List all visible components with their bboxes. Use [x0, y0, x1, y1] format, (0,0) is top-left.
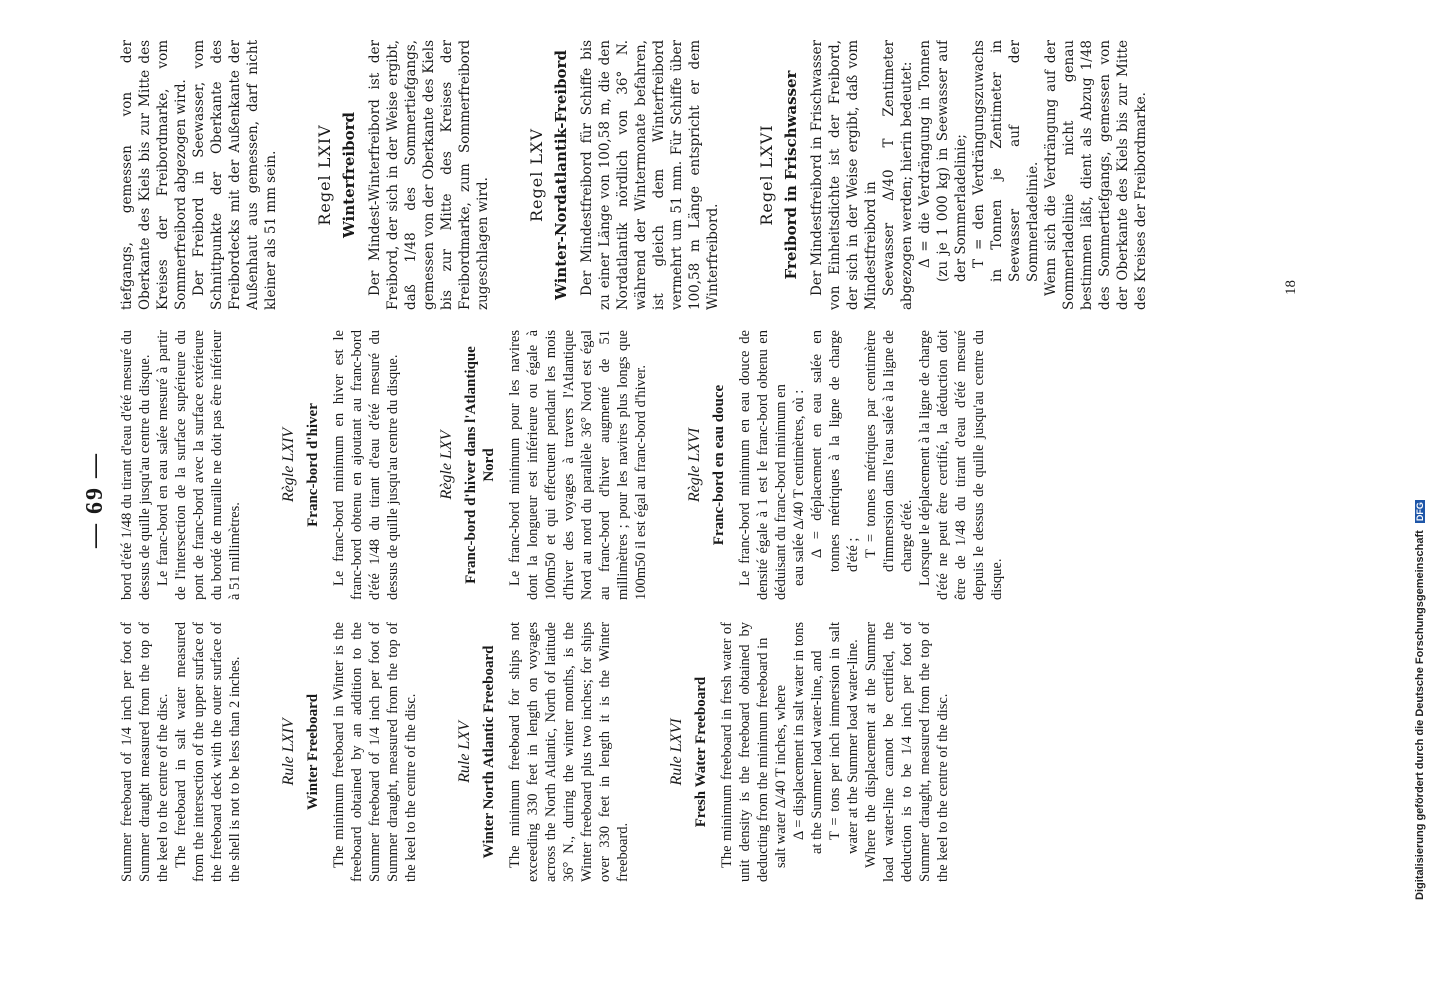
definition: T = tons per inch immersion in salt water at the Summer load water-line.: [827, 622, 861, 854]
rule-title: Règle LXIV: [280, 427, 297, 503]
paragraph: Where the displacement at the Summer load water-line cannot be certified, the deduction is to be 1/4 inch per foot of Summer draught, measured from the top of the keel to the centre of the disc.: [863, 622, 951, 882]
paragraph: The minimum freeboard in fresh water of unit density is the freeboard obtained by deducting from the minimum freeboard in: [719, 622, 771, 882]
footer-page-number: 18: [1283, 280, 1299, 295]
rule-title: Rule LXV: [456, 721, 473, 783]
rule-title: Regel LXV: [527, 128, 546, 222]
rule-heading: Winterfreibord: [340, 111, 358, 239]
paragraph: Der Mindest-Winterfreibord ist der Freibord, der sich in der Weise ergibt, daß 1/48 des Sommertiefgangs, gemessen von der Oberkante des Kiels bis zur Mitte des Kreises der Freibordmarke, zum Sommerfreibord zugeschlagen wird.: [367, 40, 491, 310]
paragraph: Wenn sich die Verdrängung auf der Sommerladelinie nicht genau bestimmen läßt, dient als Abzug 1/48 des Sommertiefgangs, gemessen von der Oberkante des Kiels bis zur Mitte des Kreises der Freibordmarke.: [1043, 40, 1149, 310]
formula-line: Seewasser Δ/40 T Zentimeter abgezogen werden; hierin bedeutet:: [881, 40, 915, 310]
rule-title: Règle LXV: [438, 430, 455, 500]
rule-title: Regel LXIV: [315, 124, 334, 226]
column-french: [118, 330, 1278, 600]
paragraph: Lorsque le déplacement à la ligne de charge d'été ne peut être certifié, la déduction doit être de 1/48 du tirant d'eau d'été mesuré depuis le dessus de quille jusqu'au centre du disque.: [917, 330, 1005, 600]
rule-heading: Winter Freeboard: [305, 693, 321, 811]
paragraph: Le franc-bord minimum en hiver est le franc-bord obtenu en ajoutant au franc-bord d'été 1/48 du tirant d'eau d'été mesuré du dessus de quille jusqu'au centre du disque.: [331, 330, 401, 600]
rule-heading: Winter North Atlantic Freeboard: [481, 645, 497, 859]
paragraph: tiefgangs, gemessen von der Oberkante des Kiels bis zur Mitte des Kreises der Freibordmarke, vom Sommerfreibord abgezogen wird.: [119, 40, 189, 310]
column-german: [118, 40, 1278, 310]
rule-heading: Fresh Water Freeboard: [693, 676, 709, 828]
paragraph: The freeboard in salt water measured from the intersection of the upper surface of the freeboard deck with the outer surface of the shell is not to be less than 2 inches.: [173, 622, 243, 882]
rule-heading: Franc-bord d'hiver dans l'Atlantique Nord: [463, 346, 497, 584]
dfg-logo: DFG: [1415, 502, 1425, 522]
footer-text: Digitalisierung gefördert durch die Deutsche Forschungsgemeinschaft: [1414, 530, 1426, 900]
rule-heading: Freibord in Frischwasser: [782, 70, 800, 280]
definition: T = den Verdrängungszuwachs in Tonnen je Zentimeter in Seewasser auf der Sommerladelinie.: [971, 40, 1041, 282]
rule-title: Rule LXIV: [280, 718, 297, 786]
definition: Δ = die Verdrängung in Tonnen (zu je 1 000 kg) in Seewasser auf der Sommerladelinie;: [917, 40, 969, 282]
definition: T = tonnes métriques par centimètre d'immersion dans l'eau salée à la ligne de charge d'été.: [863, 330, 915, 572]
rule-heading: Winter-Nordatlantik-Freibord: [552, 50, 570, 300]
paragraph: The minimum freeboard in Winter is the freeboard obtained by an addition to the Summer freeboard of 1/4 inch per foot of Summer draught, measured from the top of the keel to the centre of the disc.: [331, 622, 419, 882]
formula-line: eau salée Δ/40 T centimètres, où :: [791, 389, 807, 586]
rule-heading: Franc-bord en eau douce: [711, 384, 727, 546]
paragraph: Summer freeboard of 1/4 inch per foot of Summer draught measured from the top of the keel to the centre of the disc.: [119, 622, 171, 882]
definition: Δ = déplacement en eau salée en tonnes métriques à la ligne de charge d'été ;: [809, 330, 861, 572]
page-number: — 69 —: [82, 452, 108, 548]
paragraph: bord d'été 1/48 du tirant d'eau d'été mesuré du dessus de quille jusqu'au centre du disque.: [119, 330, 153, 600]
rule-title: Règle LXVI: [686, 427, 703, 503]
paragraph: Le franc-bord en eau salée mesuré à partir de l'intersection de la surface supérieure du pont de franc-bord avec la surface extérieure du bordé de muraille ne doit pas être inférieur à 51 millimètres.: [155, 330, 243, 600]
digitization-footer: [1412, 0, 1428, 1000]
formula-line: salt water Δ/40 T inches, where: [773, 685, 789, 868]
paragraph: Der Mindestfreibord für Schiffe bis zu einer Länge von 100,58 m, die den Nordatlantik nördlich von 36° N. während der Wintermonate befahren, ist gleich dem Winterfreibord vermehrt um 51 mm. Für Schiffe über 100,58 m Länge entspricht er dem Winterfreibord.: [579, 40, 721, 310]
paragraph: Le franc-bord minimum en eau douce de densité égale à 1 est le franc-bord obtenu en déduisant du franc-bord minimum en: [737, 330, 789, 600]
rule-title: Rule LXVI: [668, 718, 685, 786]
footer-line: [1414, 500, 1426, 900]
paragraph: Der Freibord in Seewasser, vom Schnittpunkte der Oberkante des Freibordecks mit der Außenkante der Außenhaut aus gemessen, darf nicht kleiner als 51 mm sein.: [191, 40, 279, 310]
paragraph: The minimum freeboard for ships not exceeding 330 feet in length on voyages across the North Atlantic, North of latitude 36° N., during the winter months, is the Winter freeboard plus two inches; for ships over 330 feet in length it is the Winter freeboard.: [507, 622, 631, 882]
rule-heading: Franc-bord d'hiver: [305, 403, 321, 527]
paragraph: Le franc-bord minimum pour les navires dont la longueur est inférieure ou égale à 100m50 et qui effectuent pendant les mois d'hiver des voyages à travers l'Atlantique Nord au nord du parallèle 36° Nord est égal au franc-bord d'hiver augmenté de 51 millimètres ; pour les navires plus longs que 100m50 il est égal au franc-bord d'hiver.: [507, 330, 649, 600]
paragraph: Der Mindestfreibord in Frischwasser von Einheitsdichte ist der Freibord, der sich in der Weise ergibt, daß vom Mindestfreibord in: [809, 40, 879, 310]
column-english: [118, 622, 1278, 882]
rule-title: Regel LXVI: [757, 124, 776, 226]
definition: Δ = displacement in salt water in tons at the Summer load water-line, and: [791, 622, 825, 854]
